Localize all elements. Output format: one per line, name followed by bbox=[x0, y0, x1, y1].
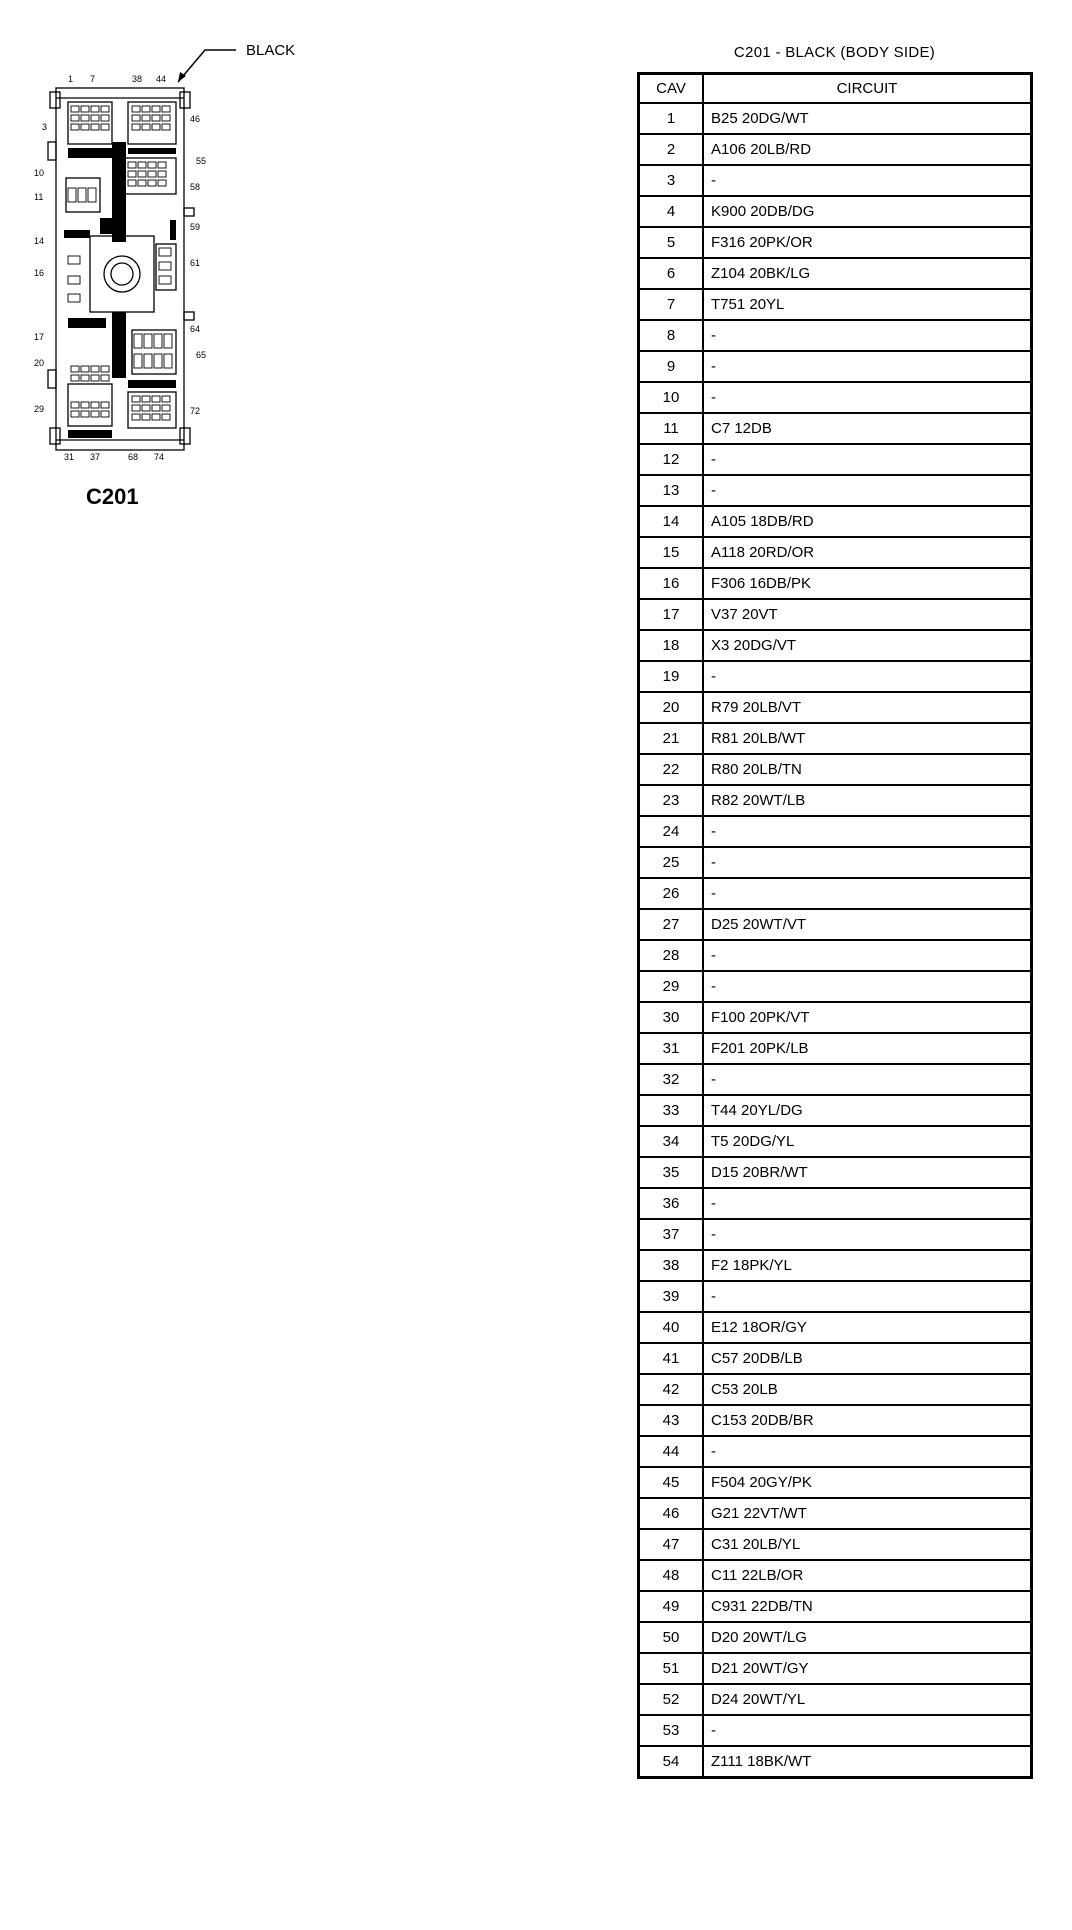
table-row bbox=[639, 258, 1032, 289]
cav-cell: 52 bbox=[639, 1684, 704, 1715]
circuit-cell: E12 18OR/GY bbox=[703, 1312, 1032, 1343]
circuit-cell: T44 20YL/DG bbox=[703, 1095, 1032, 1126]
cav-cell: 9 bbox=[639, 351, 704, 382]
table-row bbox=[639, 1560, 1032, 1591]
circuit-cell: D25 20WT/VT bbox=[703, 909, 1032, 940]
cav-cell: 29 bbox=[639, 971, 704, 1002]
circuit-cell: - bbox=[703, 165, 1032, 196]
cav-cell: 48 bbox=[639, 1560, 704, 1591]
table-row bbox=[639, 1188, 1032, 1219]
cav-cell: 7 bbox=[639, 289, 704, 320]
circuit-cell: Z111 18BK/WT bbox=[703, 1746, 1032, 1778]
cav-cell: 34 bbox=[639, 1126, 704, 1157]
circuit-cell: D21 20WT/GY bbox=[703, 1653, 1032, 1684]
cav-cell: 26 bbox=[639, 878, 704, 909]
table-row bbox=[639, 754, 1032, 785]
table-row bbox=[639, 1498, 1032, 1529]
table-row bbox=[639, 196, 1032, 227]
circuit-cell: R81 20LB/WT bbox=[703, 723, 1032, 754]
pin-number: 16 bbox=[34, 268, 45, 278]
circuit-cell: R82 20WT/LB bbox=[703, 785, 1032, 816]
cav-cell: 38 bbox=[639, 1250, 704, 1281]
pin-numbers bbox=[34, 74, 206, 462]
circuit-cell: T751 20YL bbox=[703, 289, 1032, 320]
cav-cell: 17 bbox=[639, 599, 704, 630]
cav-cell: 15 bbox=[639, 537, 704, 568]
circuit-cell: R80 20LB/TN bbox=[703, 754, 1032, 785]
table-row bbox=[639, 1529, 1032, 1560]
pin-number: 59 bbox=[190, 222, 201, 232]
circuit-cell: - bbox=[703, 1715, 1032, 1746]
table-row bbox=[639, 816, 1032, 847]
cav-cell: 20 bbox=[639, 692, 704, 723]
circuit-cell: F2 18PK/YL bbox=[703, 1250, 1032, 1281]
table-row bbox=[639, 134, 1032, 165]
table-row bbox=[639, 1312, 1032, 1343]
table-row bbox=[639, 227, 1032, 258]
table-row bbox=[639, 165, 1032, 196]
cav-cell: 46 bbox=[639, 1498, 704, 1529]
circuit-cell: C31 20LB/YL bbox=[703, 1529, 1032, 1560]
cav-cell: 23 bbox=[639, 785, 704, 816]
pin-number: 31 bbox=[64, 452, 75, 462]
circuit-cell: Z104 20BK/LG bbox=[703, 258, 1032, 289]
cav-cell: 49 bbox=[639, 1591, 704, 1622]
circuit-cell: C7 12DB bbox=[703, 413, 1032, 444]
cav-cell: 16 bbox=[639, 568, 704, 599]
circuit-cell: - bbox=[703, 320, 1032, 351]
pin-number: 38 bbox=[132, 74, 143, 84]
circuit-cell: F100 20PK/VT bbox=[703, 1002, 1032, 1033]
circuit-cell: - bbox=[703, 971, 1032, 1002]
pin-number: 68 bbox=[128, 452, 139, 462]
connector-name: C201 bbox=[86, 484, 139, 509]
pin-number: 55 bbox=[196, 156, 207, 166]
cav-cell: 12 bbox=[639, 444, 704, 475]
cav-cell: 21 bbox=[639, 723, 704, 754]
circuit-cell: - bbox=[703, 351, 1032, 382]
cav-cell: 1 bbox=[639, 103, 704, 134]
table-body bbox=[639, 103, 1032, 1778]
cav-cell: 53 bbox=[639, 1715, 704, 1746]
lead-callout bbox=[178, 42, 295, 82]
table-row bbox=[639, 1715, 1032, 1746]
table-row bbox=[639, 1002, 1032, 1033]
table-row bbox=[639, 1281, 1032, 1312]
circuit-cell: - bbox=[703, 1436, 1032, 1467]
cav-cell: 42 bbox=[639, 1374, 704, 1405]
circuit-cell: - bbox=[703, 847, 1032, 878]
table-row bbox=[639, 1684, 1032, 1715]
table-row bbox=[639, 940, 1032, 971]
cav-cell: 40 bbox=[639, 1312, 704, 1343]
circuit-cell: D24 20WT/YL bbox=[703, 1684, 1032, 1715]
circuit-cell: V37 20VT bbox=[703, 599, 1032, 630]
table-row bbox=[639, 692, 1032, 723]
table-row bbox=[639, 847, 1032, 878]
pin-number: 17 bbox=[34, 332, 45, 342]
circuit-cell: C931 22DB/TN bbox=[703, 1591, 1032, 1622]
cav-cell: 45 bbox=[639, 1467, 704, 1498]
table-row bbox=[639, 537, 1032, 568]
pin-number: 20 bbox=[34, 358, 45, 368]
circuit-cell: F504 20GY/PK bbox=[703, 1467, 1032, 1498]
circuit-cell: D15 20BR/WT bbox=[703, 1157, 1032, 1188]
cav-cell: 33 bbox=[639, 1095, 704, 1126]
circuit-cell: - bbox=[703, 382, 1032, 413]
cav-cell: 14 bbox=[639, 506, 704, 537]
pin-number: 1 bbox=[68, 74, 74, 84]
cav-cell: 25 bbox=[639, 847, 704, 878]
pin-number: 64 bbox=[190, 324, 201, 334]
connector-diagram bbox=[20, 30, 320, 510]
table-row bbox=[639, 1343, 1032, 1374]
table-title: C201 - BLACK (BODY SIDE) bbox=[733, 44, 936, 61]
cav-cell: 51 bbox=[639, 1653, 704, 1684]
table-row bbox=[639, 878, 1032, 909]
circuit-cell: T5 20DG/YL bbox=[703, 1126, 1032, 1157]
cav-cell: 18 bbox=[639, 630, 704, 661]
table-row bbox=[639, 568, 1032, 599]
table-row bbox=[639, 661, 1032, 692]
header-circuit: CIRCUIT bbox=[703, 74, 1032, 104]
table-row bbox=[639, 289, 1032, 320]
table-row bbox=[639, 1405, 1032, 1436]
cav-cell: 36 bbox=[639, 1188, 704, 1219]
circuit-cell: A118 20RD/OR bbox=[703, 537, 1032, 568]
cav-cell: 28 bbox=[639, 940, 704, 971]
table-row bbox=[639, 723, 1032, 754]
pin-number: 72 bbox=[190, 406, 201, 416]
table-row bbox=[639, 630, 1032, 661]
cav-cell: 19 bbox=[639, 661, 704, 692]
cav-cell: 22 bbox=[639, 754, 704, 785]
circuit-cell: F201 20PK/LB bbox=[703, 1033, 1032, 1064]
table-row bbox=[639, 351, 1032, 382]
table-row bbox=[639, 1622, 1032, 1653]
table-row bbox=[639, 382, 1032, 413]
circuit-cell: F306 16DB/PK bbox=[703, 568, 1032, 599]
cav-cell: 5 bbox=[639, 227, 704, 258]
circuit-cell: G21 22VT/WT bbox=[703, 1498, 1032, 1529]
circuit-cell: B25 20DG/WT bbox=[703, 103, 1032, 134]
table-row bbox=[639, 1219, 1032, 1250]
cav-cell: 43 bbox=[639, 1405, 704, 1436]
table-row bbox=[639, 320, 1032, 351]
lead-label: BLACK bbox=[246, 42, 296, 59]
circuit-cell: - bbox=[703, 661, 1032, 692]
cav-cell: 8 bbox=[639, 320, 704, 351]
cav-cell: 35 bbox=[639, 1157, 704, 1188]
table-row bbox=[639, 103, 1032, 134]
table-header-row bbox=[639, 74, 1032, 104]
circuit-cell: K900 20DB/DG bbox=[703, 196, 1032, 227]
circuit-cell: - bbox=[703, 1064, 1032, 1095]
circuit-cell: D20 20WT/LG bbox=[703, 1622, 1032, 1653]
cav-cell: 11 bbox=[639, 413, 704, 444]
table-row bbox=[639, 1064, 1032, 1095]
table-row bbox=[639, 1591, 1032, 1622]
circuit-cell: X3 20DG/VT bbox=[703, 630, 1032, 661]
pin-number: 46 bbox=[190, 114, 201, 124]
table-row bbox=[639, 413, 1032, 444]
cav-cell: 41 bbox=[639, 1343, 704, 1374]
cav-cell: 27 bbox=[639, 909, 704, 940]
table-row bbox=[639, 1250, 1032, 1281]
pin-number: 74 bbox=[154, 452, 165, 462]
circuit-cell: - bbox=[703, 1281, 1032, 1312]
pin-number: 10 bbox=[34, 168, 45, 178]
cav-cell: 39 bbox=[639, 1281, 704, 1312]
cav-cell: 13 bbox=[639, 475, 704, 506]
cav-cell: 50 bbox=[639, 1622, 704, 1653]
circuit-cell: - bbox=[703, 878, 1032, 909]
table-row bbox=[639, 909, 1032, 940]
table-row bbox=[639, 1157, 1032, 1188]
circuit-cell: - bbox=[703, 1219, 1032, 1250]
cav-cell: 3 bbox=[639, 165, 704, 196]
pin-number: 44 bbox=[156, 74, 167, 84]
circuit-cell: A105 18DB/RD bbox=[703, 506, 1032, 537]
cav-cell: 10 bbox=[639, 382, 704, 413]
table-row bbox=[639, 506, 1032, 537]
table-row bbox=[639, 1126, 1032, 1157]
circuit-cell: - bbox=[703, 475, 1032, 506]
cav-cell: 24 bbox=[639, 816, 704, 847]
pin-number: 65 bbox=[196, 350, 207, 360]
table-row bbox=[639, 1746, 1032, 1778]
circuit-cell: - bbox=[703, 816, 1032, 847]
cav-cell: 6 bbox=[639, 258, 704, 289]
pin-number: 7 bbox=[90, 74, 96, 84]
table-row bbox=[639, 475, 1032, 506]
circuit-cell: C57 20DB/LB bbox=[703, 1343, 1032, 1374]
circuit-cell: C11 22LB/OR bbox=[703, 1560, 1032, 1591]
cav-cell: 4 bbox=[639, 196, 704, 227]
table-row bbox=[639, 1374, 1032, 1405]
pin-number: 11 bbox=[34, 192, 44, 202]
circuit-cell: - bbox=[703, 1188, 1032, 1219]
pin-number: 61 bbox=[190, 258, 201, 268]
cav-cell: 54 bbox=[639, 1746, 704, 1778]
circuit-cell: R79 20LB/VT bbox=[703, 692, 1032, 723]
circuit-cell: A106 20LB/RD bbox=[703, 134, 1032, 165]
header-cav: CAV bbox=[639, 74, 704, 104]
circuit-cell: F316 20PK/OR bbox=[703, 227, 1032, 258]
cav-cell: 30 bbox=[639, 1002, 704, 1033]
cav-cell: 44 bbox=[639, 1436, 704, 1467]
table-row bbox=[639, 599, 1032, 630]
table-row bbox=[639, 785, 1032, 816]
cav-cell: 31 bbox=[639, 1033, 704, 1064]
cav-cell: 47 bbox=[639, 1529, 704, 1560]
pinout-table bbox=[637, 72, 1033, 1779]
pin-number: 58 bbox=[190, 182, 201, 192]
table-row bbox=[639, 1033, 1032, 1064]
table-row bbox=[639, 1653, 1032, 1684]
cav-cell: 32 bbox=[639, 1064, 704, 1095]
pin-number: 29 bbox=[34, 404, 45, 414]
table-row bbox=[639, 1467, 1032, 1498]
pin-number: 37 bbox=[90, 452, 101, 462]
circuit-cell: C53 20LB bbox=[703, 1374, 1032, 1405]
table-row bbox=[639, 1436, 1032, 1467]
table-row bbox=[639, 444, 1032, 475]
table-row bbox=[639, 971, 1032, 1002]
circuit-cell: - bbox=[703, 444, 1032, 475]
circuit-cell: - bbox=[703, 940, 1032, 971]
table-row bbox=[639, 1095, 1032, 1126]
pin-number: 3 bbox=[42, 122, 48, 132]
cav-cell: 37 bbox=[639, 1219, 704, 1250]
cav-cell: 2 bbox=[639, 134, 704, 165]
pin-number: 14 bbox=[34, 236, 45, 246]
circuit-cell: C153 20DB/BR bbox=[703, 1405, 1032, 1436]
